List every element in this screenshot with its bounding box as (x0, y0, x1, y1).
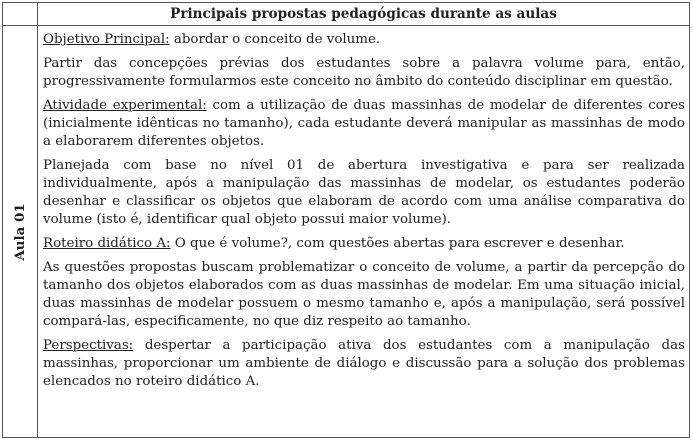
conceptions-text: Partir das concepções prévias dos estudantes sobre a palavra volume para, então, progressivamente formularmos este conceito no âmbito do conteúdo disciplinar em questão. (43, 56, 685, 89)
didactic-script-text: O que é volume?, com questões abertas para escrever e desenhar. (170, 236, 625, 251)
perspectives-term: Perspectivas: (43, 338, 134, 353)
perspectives-text: despertar a participação ativa dos estudantes com a manipulação das massinhas, proporcionar um ambiente de diálogo e discussão para a solução dos problemas elencados no roteiro didático A. (43, 338, 685, 389)
planning-text: Planejada com base no nível 01 de abertura investigativa e para ser realizada individualmente, após a manipulação das massinhas de modelar, os estudantes poderão desenhar e classificar os objetos que elaboram de acordo com uma análise comparativa do volume (isto é, identificar qual objeto possui maior volume). (43, 158, 685, 227)
didactic-script-term: Roteiro didático A: (43, 236, 171, 251)
pedagogical-proposals-table (2, 2, 690, 438)
experimental-activity-text: com a utilização de duas massinhas de modelar de diferentes cores (inicialmente idênticas no tamanho), cada estudante deverá manipular as massinhas de modo a elaborarem diferentes objetos. (43, 98, 685, 149)
paragraph-experimental-activity (43, 97, 685, 151)
paragraph-didactic-script (43, 235, 685, 253)
objective-term: Objetivo Principal: (43, 32, 170, 47)
paragraph-objective (43, 31, 685, 49)
lesson-label: Aula 01 (12, 202, 28, 261)
questions-text: As questões propostas buscam problematizar o conceito de volume, a partir da percepção do tamanho dos objetos elaborados com as duas massinhas de modelar. Em uma situação inicial, duas massinhas de modelar possuem o mesmo tamanho e, após a manipulação, será possível compará-las, especificamente, no que diz respeito ao tamanho. (43, 260, 685, 329)
paragraph-questions (43, 259, 685, 331)
table-title: Principais propostas pedagógicas durante as aulas (170, 6, 557, 22)
table-header-row (3, 3, 689, 26)
paragraph-conceptions (43, 55, 685, 91)
header-empty-cell (3, 3, 38, 25)
paragraph-planning (43, 157, 685, 229)
experimental-activity-term: Atividade experimental: (43, 98, 207, 113)
objective-text: abordar o conceito de volume. (169, 32, 381, 47)
paragraph-perspectives (43, 337, 685, 391)
lesson-content (43, 31, 685, 397)
lesson-side-cell (3, 26, 38, 437)
